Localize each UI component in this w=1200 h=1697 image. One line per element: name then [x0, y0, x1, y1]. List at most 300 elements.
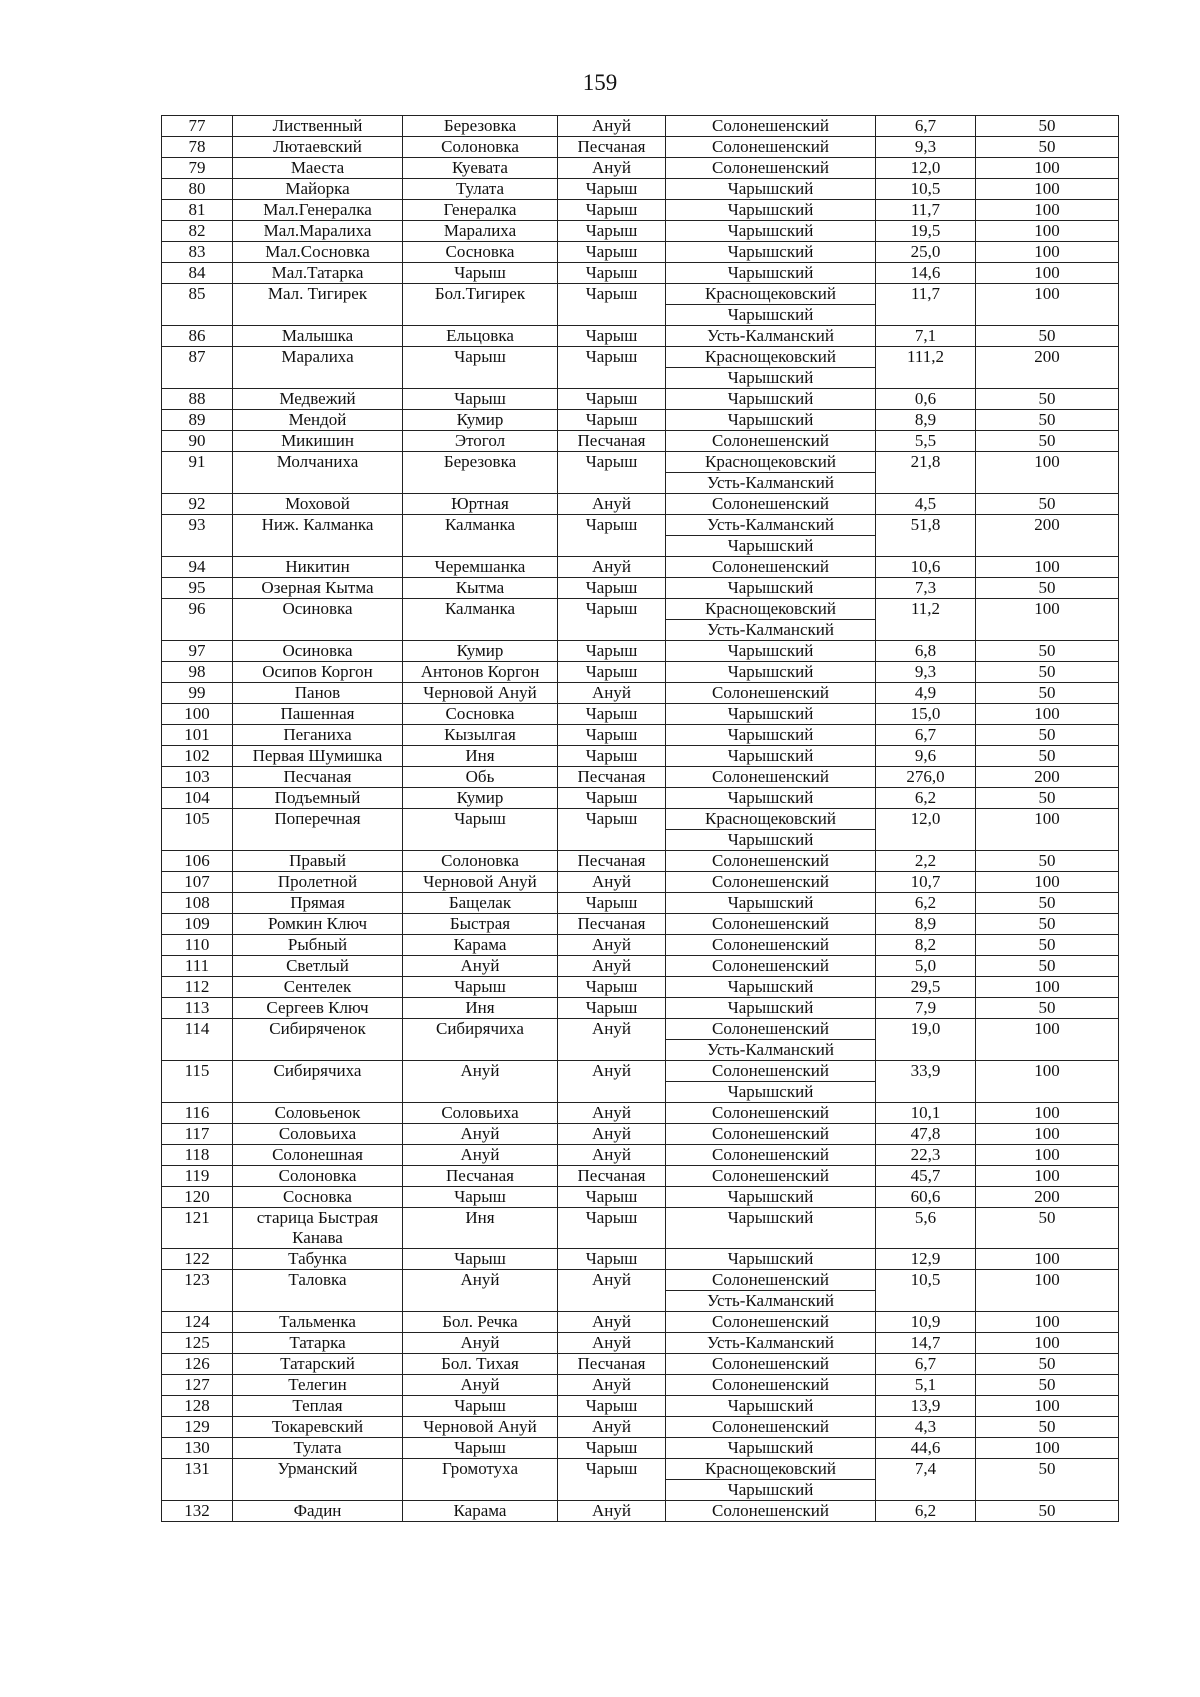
table-row — [162, 641, 1119, 662]
zone-cell: 50 — [976, 1459, 1119, 1501]
river-name-cell: Пашенная — [233, 704, 403, 725]
zone-cell: 100 — [976, 809, 1119, 851]
district-cell: Солонешенский — [666, 851, 876, 872]
table-row — [162, 1396, 1119, 1417]
district-cell: Усть-Калманский — [666, 515, 876, 536]
river-name-cell: Панов — [233, 683, 403, 704]
basin-cell: Ануй — [558, 1103, 666, 1124]
table-row — [162, 1124, 1119, 1145]
row-number-cell: 117 — [162, 1124, 233, 1145]
district-cell: Чарышский — [666, 893, 876, 914]
inflow-cell: Кумир — [403, 788, 558, 809]
row-number-cell: 131 — [162, 1459, 233, 1501]
row-number-cell: 122 — [162, 1249, 233, 1270]
table-row — [162, 977, 1119, 998]
basin-cell: Ануй — [558, 935, 666, 956]
table-row — [162, 851, 1119, 872]
length-cell: 10,9 — [876, 1312, 976, 1333]
zone-cell: 50 — [976, 851, 1119, 872]
district-cell: Чарышский — [666, 305, 876, 326]
zone-cell: 100 — [976, 1396, 1119, 1417]
zone-cell: 50 — [976, 956, 1119, 977]
inflow-cell: Бол.Тигирек — [403, 284, 558, 326]
length-cell: 14,6 — [876, 263, 976, 284]
length-cell: 7,4 — [876, 1459, 976, 1501]
district-cell: Чарышский — [666, 242, 876, 263]
zone-cell: 50 — [976, 137, 1119, 158]
table-row — [162, 1270, 1119, 1291]
length-cell: 5,5 — [876, 431, 976, 452]
table-row — [162, 746, 1119, 767]
basin-cell: Ануй — [558, 872, 666, 893]
district-cell: Солонешенский — [666, 683, 876, 704]
inflow-cell: Карама — [403, 935, 558, 956]
basin-cell: Чарыш — [558, 242, 666, 263]
table-row — [162, 578, 1119, 599]
row-number-cell: 96 — [162, 599, 233, 641]
table-row — [162, 1459, 1119, 1480]
zone-cell: 100 — [976, 1312, 1119, 1333]
table-row — [162, 998, 1119, 1019]
inflow-cell: Ануй — [403, 1375, 558, 1396]
length-cell: 19,0 — [876, 1019, 976, 1061]
district-cell: Солонешенский — [666, 956, 876, 977]
basin-cell: Ануй — [558, 1375, 666, 1396]
river-name-cell: Сибирячиха — [233, 1061, 403, 1103]
length-cell: 12,0 — [876, 809, 976, 851]
zone-cell: 100 — [976, 179, 1119, 200]
zone-cell: 100 — [976, 872, 1119, 893]
river-name-cell: Моховой — [233, 494, 403, 515]
river-name-cell: Осиновка — [233, 641, 403, 662]
river-name-cell: Правый — [233, 851, 403, 872]
district-cell: Солонешенский — [666, 1061, 876, 1082]
table-row — [162, 599, 1119, 620]
length-cell: 6,7 — [876, 725, 976, 746]
river-name-cell: Рыбный — [233, 935, 403, 956]
row-number-cell: 92 — [162, 494, 233, 515]
district-cell: Усть-Калманский — [666, 473, 876, 494]
row-number-cell: 94 — [162, 557, 233, 578]
row-number-cell: 81 — [162, 200, 233, 221]
row-number-cell: 98 — [162, 662, 233, 683]
length-cell: 5,1 — [876, 1375, 976, 1396]
inflow-cell: Чарыш — [403, 347, 558, 389]
district-cell: Солонешенский — [666, 116, 876, 137]
length-cell: 25,0 — [876, 242, 976, 263]
district-cell: Чарышский — [666, 200, 876, 221]
zone-cell: 100 — [976, 1061, 1119, 1103]
district-cell: Солонешенский — [666, 1166, 876, 1187]
basin-cell: Песчаная — [558, 1354, 666, 1375]
table-row — [162, 347, 1119, 368]
row-number-cell: 124 — [162, 1312, 233, 1333]
inflow-cell: Чарыш — [403, 389, 558, 410]
district-cell: Чарышский — [666, 578, 876, 599]
inflow-cell: Обь — [403, 767, 558, 788]
zone-cell: 100 — [976, 452, 1119, 494]
basin-cell: Чарыш — [558, 389, 666, 410]
district-cell: Солонешенский — [666, 1501, 876, 1522]
length-cell: 5,6 — [876, 1208, 976, 1249]
river-name-cell: Молчаниха — [233, 452, 403, 494]
length-cell: 21,8 — [876, 452, 976, 494]
length-cell: 10,5 — [876, 179, 976, 200]
inflow-cell: Ануй — [403, 1061, 558, 1103]
length-cell: 44,6 — [876, 1438, 976, 1459]
district-cell: Краснощековский — [666, 599, 876, 620]
basin-cell: Чарыш — [558, 284, 666, 326]
basin-cell: Чарыш — [558, 599, 666, 641]
district-cell: Чарышский — [666, 536, 876, 557]
zone-cell: 50 — [976, 746, 1119, 767]
district-cell: Чарышский — [666, 977, 876, 998]
length-cell: 9,3 — [876, 662, 976, 683]
table-row — [162, 1375, 1119, 1396]
zone-cell: 100 — [976, 1124, 1119, 1145]
basin-cell: Ануй — [558, 1061, 666, 1103]
length-cell: 60,6 — [876, 1187, 976, 1208]
basin-cell: Ануй — [558, 1019, 666, 1061]
inflow-cell: Кумир — [403, 641, 558, 662]
basin-cell: Чарыш — [558, 1208, 666, 1249]
inflow-cell: Черновой Ануй — [403, 683, 558, 704]
row-number-cell: 125 — [162, 1333, 233, 1354]
table-row — [162, 662, 1119, 683]
row-number-cell: 105 — [162, 809, 233, 851]
row-number-cell: 99 — [162, 683, 233, 704]
table-row — [162, 242, 1119, 263]
inflow-cell: Тулата — [403, 179, 558, 200]
length-cell: 6,2 — [876, 788, 976, 809]
inflow-cell: Соловьиха — [403, 1103, 558, 1124]
table-row — [162, 158, 1119, 179]
table-row — [162, 788, 1119, 809]
length-cell: 0,6 — [876, 389, 976, 410]
row-number-cell: 109 — [162, 914, 233, 935]
zone-cell: 50 — [976, 683, 1119, 704]
district-cell: Чарышский — [666, 725, 876, 746]
basin-cell: Чарыш — [558, 1459, 666, 1501]
basin-cell: Ануй — [558, 1417, 666, 1438]
river-name-cell: Подъемный — [233, 788, 403, 809]
length-cell: 13,9 — [876, 1396, 976, 1417]
district-cell: Чарышский — [666, 1438, 876, 1459]
zone-cell: 100 — [976, 1103, 1119, 1124]
river-name-cell: Татарка — [233, 1333, 403, 1354]
basin-cell: Чарыш — [558, 1396, 666, 1417]
zone-cell: 100 — [976, 158, 1119, 179]
inflow-cell: Ануй — [403, 1333, 558, 1354]
length-cell: 47,8 — [876, 1124, 976, 1145]
river-name-cell: Солоновка — [233, 1166, 403, 1187]
table-row — [162, 452, 1119, 473]
length-cell: 6,7 — [876, 1354, 976, 1375]
basin-cell: Чарыш — [558, 347, 666, 389]
inflow-cell: Черновой Ануй — [403, 872, 558, 893]
basin-cell: Ануй — [558, 683, 666, 704]
zone-cell: 200 — [976, 1187, 1119, 1208]
table-row — [162, 1019, 1119, 1040]
table-row — [162, 1166, 1119, 1187]
basin-cell: Чарыш — [558, 578, 666, 599]
table-row — [162, 704, 1119, 725]
zone-cell: 50 — [976, 1354, 1119, 1375]
inflow-cell: Куевата — [403, 158, 558, 179]
zone-cell: 50 — [976, 725, 1119, 746]
river-name-cell: Теплая — [233, 1396, 403, 1417]
river-name-cell: Осипов Коргон — [233, 662, 403, 683]
zone-cell: 50 — [976, 893, 1119, 914]
river-name-cell: Медвежий — [233, 389, 403, 410]
inflow-cell: Карама — [403, 1501, 558, 1522]
river-name-cell: Таловка — [233, 1270, 403, 1312]
river-name-cell: Поперечная — [233, 809, 403, 851]
basin-cell: Чарыш — [558, 452, 666, 494]
basin-cell: Чарыш — [558, 410, 666, 431]
row-number-cell: 82 — [162, 221, 233, 242]
district-cell: Солонешенский — [666, 557, 876, 578]
basin-cell: Ануй — [558, 1333, 666, 1354]
length-cell: 11,7 — [876, 200, 976, 221]
table-row — [162, 1501, 1119, 1522]
table-row — [162, 1417, 1119, 1438]
zone-cell: 100 — [976, 263, 1119, 284]
row-number-cell: 123 — [162, 1270, 233, 1312]
inflow-cell: Кытма — [403, 578, 558, 599]
district-cell: Краснощековский — [666, 347, 876, 368]
river-name-cell: Соловьиха — [233, 1124, 403, 1145]
river-name-cell: Майорка — [233, 179, 403, 200]
table-row — [162, 1438, 1119, 1459]
length-cell: 6,2 — [876, 1501, 976, 1522]
page-number: 159 — [582, 70, 618, 95]
inflow-cell: Ануй — [403, 1124, 558, 1145]
zone-cell: 50 — [976, 1375, 1119, 1396]
basin-cell: Чарыш — [558, 179, 666, 200]
zone-cell: 200 — [976, 515, 1119, 557]
length-cell: 7,9 — [876, 998, 976, 1019]
basin-cell: Песчаная — [558, 431, 666, 452]
river-name-cell: Сентелек — [233, 977, 403, 998]
district-cell: Солонешенский — [666, 872, 876, 893]
district-cell: Солонешенский — [666, 1417, 876, 1438]
table-row — [162, 1354, 1119, 1375]
row-number-cell: 100 — [162, 704, 233, 725]
length-cell: 14,7 — [876, 1333, 976, 1354]
row-number-cell: 77 — [162, 116, 233, 137]
length-cell: 12,9 — [876, 1249, 976, 1270]
basin-cell: Песчаная — [558, 137, 666, 158]
row-number-cell: 79 — [162, 158, 233, 179]
river-name-cell: Лютаевский — [233, 137, 403, 158]
row-number-cell: 119 — [162, 1166, 233, 1187]
zone-cell: 50 — [976, 494, 1119, 515]
row-number-cell: 91 — [162, 452, 233, 494]
table-row — [162, 179, 1119, 200]
table-row — [162, 557, 1119, 578]
river-name-cell: Мендой — [233, 410, 403, 431]
inflow-cell: Иня — [403, 998, 558, 1019]
basin-cell: Чарыш — [558, 746, 666, 767]
river-name-cell: Малышка — [233, 326, 403, 347]
district-cell: Солонешенский — [666, 935, 876, 956]
district-cell: Солонешенский — [666, 1312, 876, 1333]
inflow-cell: Чарыш — [403, 809, 558, 851]
row-number-cell: 80 — [162, 179, 233, 200]
river-name-cell: Мал.Маралиха — [233, 221, 403, 242]
length-cell: 276,0 — [876, 767, 976, 788]
district-cell: Чарышский — [666, 1082, 876, 1103]
river-name-cell: Татарский — [233, 1354, 403, 1375]
inflow-cell: Сосновка — [403, 242, 558, 263]
row-number-cell: 88 — [162, 389, 233, 410]
district-cell: Чарышский — [666, 1249, 876, 1270]
length-cell: 2,2 — [876, 851, 976, 872]
length-cell: 9,6 — [876, 746, 976, 767]
row-number-cell: 114 — [162, 1019, 233, 1061]
zone-cell: 100 — [976, 1249, 1119, 1270]
river-name-cell: Урманский — [233, 1459, 403, 1501]
inflow-cell: Кумир — [403, 410, 558, 431]
basin-cell: Чарыш — [558, 221, 666, 242]
table-row — [162, 1103, 1119, 1124]
zone-cell: 50 — [976, 788, 1119, 809]
length-cell: 4,5 — [876, 494, 976, 515]
basin-cell: Песчаная — [558, 1166, 666, 1187]
inflow-cell: Иня — [403, 746, 558, 767]
row-number-cell: 132 — [162, 1501, 233, 1522]
inflow-cell: Громотуха — [403, 1459, 558, 1501]
table-row — [162, 410, 1119, 431]
row-number-cell: 95 — [162, 578, 233, 599]
length-cell: 10,6 — [876, 557, 976, 578]
basin-cell: Чарыш — [558, 977, 666, 998]
inflow-cell: Кызылгая — [403, 725, 558, 746]
zone-cell: 50 — [976, 1417, 1119, 1438]
inflow-cell: Чарыш — [403, 1396, 558, 1417]
river-name-cell: Солонешная — [233, 1145, 403, 1166]
zone-cell: 100 — [976, 557, 1119, 578]
district-cell: Солонешенский — [666, 1375, 876, 1396]
length-cell: 6,7 — [876, 116, 976, 137]
river-name-cell: Тулата — [233, 1438, 403, 1459]
inflow-cell: Сибирячиха — [403, 1019, 558, 1061]
basin-cell: Ануй — [558, 1270, 666, 1312]
zone-cell: 100 — [976, 1145, 1119, 1166]
length-cell: 19,5 — [876, 221, 976, 242]
district-cell: Чарышский — [666, 788, 876, 809]
table-row — [162, 200, 1119, 221]
row-number-cell: 112 — [162, 977, 233, 998]
row-number-cell: 118 — [162, 1145, 233, 1166]
row-number-cell: 83 — [162, 242, 233, 263]
inflow-cell: Ануй — [403, 956, 558, 977]
basin-cell: Ануй — [558, 116, 666, 137]
rivers-table — [161, 115, 1119, 1522]
river-name-cell: Озерная Кытма — [233, 578, 403, 599]
zone-cell: 100 — [976, 242, 1119, 263]
basin-cell: Чарыш — [558, 641, 666, 662]
row-number-cell: 110 — [162, 935, 233, 956]
basin-cell: Песчаная — [558, 914, 666, 935]
zone-cell: 100 — [976, 1270, 1119, 1312]
river-name-cell: Мал.Татарка — [233, 263, 403, 284]
zone-cell: 50 — [976, 641, 1119, 662]
length-cell: 6,8 — [876, 641, 976, 662]
table-row — [162, 1249, 1119, 1270]
table-row — [162, 326, 1119, 347]
district-cell: Чарышский — [666, 179, 876, 200]
row-number-cell: 78 — [162, 137, 233, 158]
district-cell: Чарышский — [666, 641, 876, 662]
table-row — [162, 431, 1119, 452]
inflow-cell: Чарыш — [403, 1249, 558, 1270]
zone-cell: 50 — [976, 410, 1119, 431]
river-name-cell: Микишин — [233, 431, 403, 452]
inflow-cell: Бол. Тихая — [403, 1354, 558, 1375]
zone-cell: 100 — [976, 1333, 1119, 1354]
inflow-cell: Бол. Речка — [403, 1312, 558, 1333]
table-row — [162, 515, 1119, 536]
district-cell: Чарышский — [666, 389, 876, 410]
length-cell: 22,3 — [876, 1145, 976, 1166]
row-number-cell: 97 — [162, 641, 233, 662]
row-number-cell: 93 — [162, 515, 233, 557]
inflow-cell: Чарыш — [403, 1187, 558, 1208]
table-row — [162, 935, 1119, 956]
district-cell: Солонешенский — [666, 1103, 876, 1124]
row-number-cell: 89 — [162, 410, 233, 431]
basin-cell: Ануй — [558, 1124, 666, 1145]
table-row — [162, 284, 1119, 305]
basin-cell: Песчаная — [558, 851, 666, 872]
table-row — [162, 263, 1119, 284]
zone-cell: 50 — [976, 389, 1119, 410]
basin-cell: Ануй — [558, 557, 666, 578]
inflow-cell: Черемшанка — [403, 557, 558, 578]
row-number-cell: 90 — [162, 431, 233, 452]
table-row — [162, 1312, 1119, 1333]
zone-cell: 50 — [976, 998, 1119, 1019]
row-number-cell: 106 — [162, 851, 233, 872]
district-cell: Чарышский — [666, 998, 876, 1019]
row-number-cell: 130 — [162, 1438, 233, 1459]
basin-cell: Ануй — [558, 1501, 666, 1522]
district-cell: Солонешенский — [666, 431, 876, 452]
river-name-cell: Пеганиха — [233, 725, 403, 746]
basin-cell: Чарыш — [558, 263, 666, 284]
table-row — [162, 683, 1119, 704]
river-name-cell: Сергеев Ключ — [233, 998, 403, 1019]
river-name-cell: Сосновка — [233, 1187, 403, 1208]
row-number-cell: 116 — [162, 1103, 233, 1124]
river-name-cell: Осиновка — [233, 599, 403, 641]
district-cell: Усть-Калманский — [666, 326, 876, 347]
inflow-cell: Юртная — [403, 494, 558, 515]
table-row — [162, 494, 1119, 515]
zone-cell: 50 — [976, 578, 1119, 599]
table-row — [162, 389, 1119, 410]
zone-cell: 50 — [976, 662, 1119, 683]
district-cell: Чарышский — [666, 662, 876, 683]
river-name-cell: Телегин — [233, 1375, 403, 1396]
row-number-cell: 111 — [162, 956, 233, 977]
zone-cell: 100 — [976, 1438, 1119, 1459]
inflow-cell: Быстрая — [403, 914, 558, 935]
zone-cell: 50 — [976, 914, 1119, 935]
table-row — [162, 767, 1119, 788]
